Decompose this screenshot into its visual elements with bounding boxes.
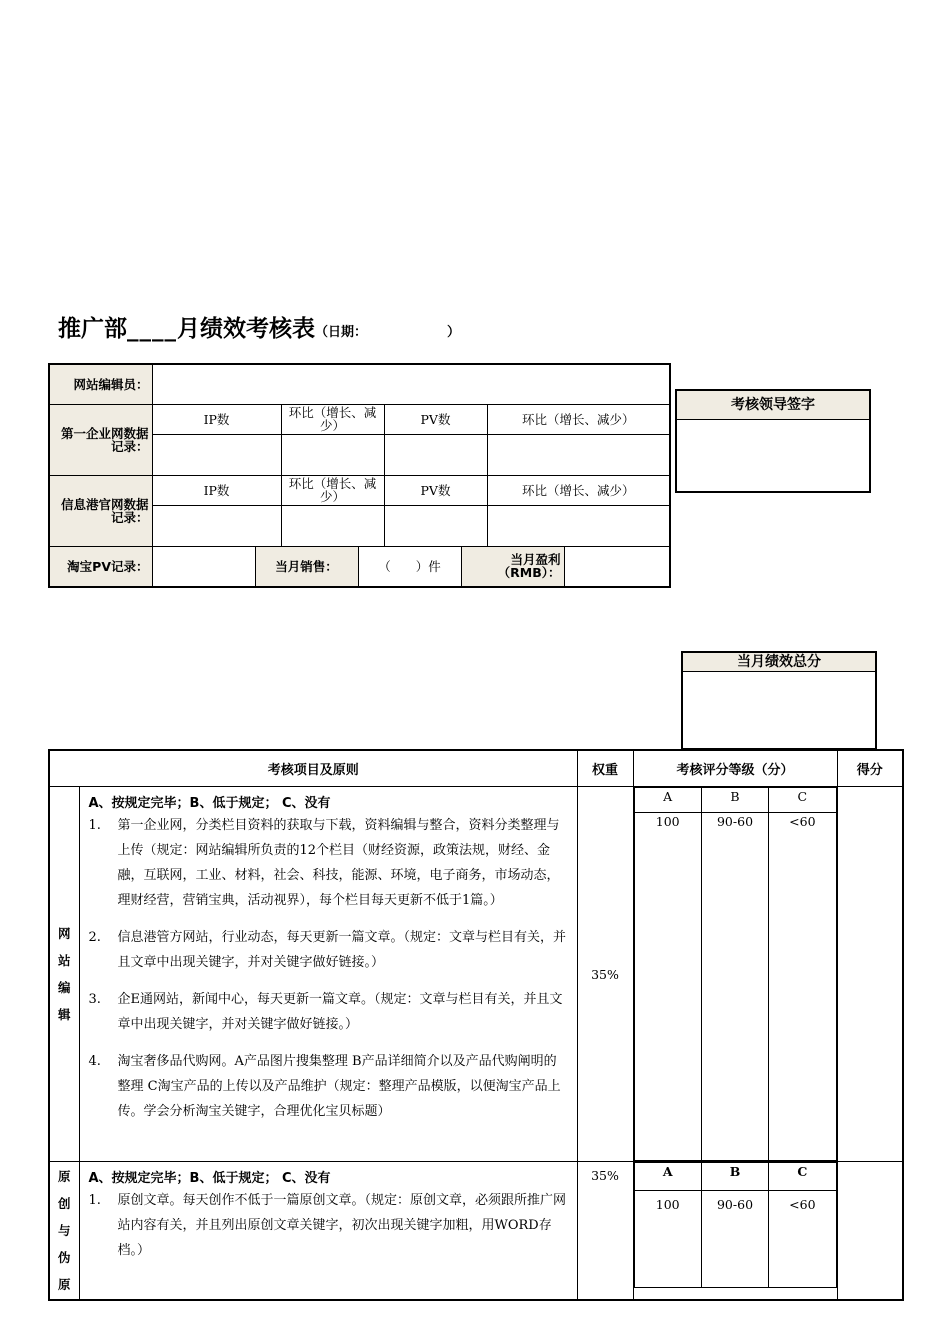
grade-table: [634, 787, 837, 1161]
list-item: [81, 813, 576, 913]
editor-input[interactable]: [152, 364, 670, 404]
item-text: 淘宝奢侈品代购网。A产品图片搜集整理 B产品详细简介以及产品代购阐明的整理 C淘宝产品的上传以及产品维护（规定：整理产品模版，以便淘宝产品上传。学会分析淘宝关键字，合理优化宝贝标题）: [117, 1054, 561, 1119]
category-char: 辑: [57, 1007, 71, 1022]
site2-pv-input[interactable]: [384, 505, 487, 546]
site2-ring-input[interactable]: [281, 505, 384, 546]
section-category: [49, 787, 79, 1162]
taobao-label: 淘宝PV记录：: [49, 546, 152, 587]
grade-value: 90-60: [701, 813, 768, 1161]
item-text: 企E通网站，新闻中心，每天更新一篇文章。（规定：文章与栏目有关，并且文章中出现关键字，并对关键字做好链接。）: [117, 992, 563, 1032]
profit-input[interactable]: [564, 546, 670, 587]
item-text: 原创文章。每天创作不低于一篇原创文章。（规定：原创文章，必须跟所推广网站内容有关，并且列出原创文章关键字，初次出现关键字加粗，用WORD存档。）: [117, 1193, 567, 1258]
title-prefix: 推广部: [58, 316, 127, 342]
item-number: 4.: [88, 1054, 101, 1069]
grade-label: C: [769, 788, 836, 813]
section-content: [79, 787, 577, 1162]
score-input[interactable]: [837, 1162, 903, 1301]
list-item: [81, 1049, 576, 1124]
score-input[interactable]: [837, 787, 903, 1162]
item-text: 第一企业网，分类栏目资料的获取与下载，资料编辑与整合，资料分类整理与上传（规定：网站编辑所负责的12个栏目（财经资源，政策法规，财经、金融，互联网，工业、材料，社会、科技，能源、环境，电子商务，市场动态，理财经营，营销宝典，活动视界），每个栏目每天更新不低于1篇。）: [117, 818, 560, 908]
grade-label: C: [769, 1163, 836, 1191]
site2-ring2-input[interactable]: [487, 505, 670, 546]
editor-label: 网站编辑员：: [49, 364, 152, 404]
grade-label: B: [701, 1163, 768, 1191]
category-char: 站: [57, 953, 71, 968]
profit-label: 当月盈利（RMB）：: [461, 546, 564, 587]
site2-ring-header: 环比（增长、减少）: [281, 475, 384, 505]
site2-ring2-header: 环比（增长、减少）: [487, 475, 670, 505]
list-item: [81, 1188, 576, 1263]
criteria-text: A、按规定完毕；B、低于规定； C、没有: [88, 796, 331, 811]
site1-pv-header: PV数: [384, 404, 487, 434]
header-items: 考核项目及原则: [49, 750, 577, 787]
site1-pv-input[interactable]: [384, 434, 487, 475]
item-number: 2.: [88, 930, 101, 945]
grade-value: <60: [769, 1191, 836, 1288]
category-char: 网: [57, 926, 71, 941]
category-char: 伪: [57, 1250, 71, 1265]
sales-input[interactable]: （ ）件: [358, 546, 461, 587]
grade-label: A: [634, 788, 701, 813]
title-month-blank[interactable]: ____: [127, 316, 177, 342]
category-char: 原: [57, 1169, 71, 1184]
section-row: [49, 787, 903, 1162]
section-row: [49, 1162, 903, 1301]
site1-ring2-input[interactable]: [487, 434, 670, 475]
site2-ip-header: IP数: [152, 475, 281, 505]
score-box-title: 当月绩效总分: [683, 653, 875, 672]
item-text: 信息港管方网站，行业动态，每天更新一篇文章。（规定：文章与栏目有关，并且文章中出现关键字，并对关键字做好链接。）: [117, 930, 567, 970]
section-content: [79, 1162, 577, 1301]
site1-label: 第一企业网数据记录：: [49, 404, 152, 475]
date-close: ）: [447, 325, 461, 340]
section-category: [49, 1162, 79, 1301]
site1-ring-header: 环比（增长、减少）: [281, 404, 384, 434]
title-main-text: 月绩效考核表: [177, 316, 315, 342]
grade-cell: [633, 1162, 837, 1301]
weight-value: 35%: [577, 787, 633, 1162]
record-table: [48, 363, 671, 588]
site1-ring2-header: 环比（增长、减少）: [487, 404, 670, 434]
header-score: 得分: [837, 750, 903, 787]
category-char: 编: [57, 980, 71, 995]
grade-table: [634, 1162, 837, 1288]
list-item: [81, 925, 576, 975]
header-grade: 考核评分等级（分）: [633, 750, 837, 787]
site1-ip-input[interactable]: [152, 434, 281, 475]
grade-value: 100: [634, 1191, 701, 1288]
grade-label: A: [634, 1163, 701, 1191]
taobao-input[interactable]: [152, 546, 255, 587]
site2-label: 信息港官网数据记录：: [49, 475, 152, 546]
site2-pv-header: PV数: [384, 475, 487, 505]
list-item: [81, 987, 576, 1037]
weight-value: 35%: [577, 1162, 633, 1301]
site1-ip-header: IP数: [152, 404, 281, 434]
grade-value: 100: [634, 813, 701, 1161]
item-number: 1.: [88, 1193, 101, 1208]
header-weight: 权重: [577, 750, 633, 787]
item-number: 1.: [88, 818, 101, 833]
site1-ring-input[interactable]: [281, 434, 384, 475]
sales-label: 当月销售：: [255, 546, 358, 587]
eval-table: [48, 749, 904, 1301]
sign-area[interactable]: [677, 420, 869, 490]
grade-value: 90-60: [701, 1191, 768, 1288]
site2-ip-input[interactable]: [152, 505, 281, 546]
category-char: 与: [57, 1223, 71, 1238]
grade-cell: [633, 787, 837, 1162]
category-char: 创: [57, 1196, 71, 1211]
score-box: [681, 651, 877, 750]
criteria-text: A、按规定完毕；B、低于规定； C、没有: [88, 1171, 331, 1186]
grade-value: <60: [769, 813, 836, 1161]
category-char: 原: [57, 1277, 71, 1292]
sign-box: [675, 389, 871, 493]
date-label: （日期：: [315, 325, 368, 340]
sign-box-title: 考核领导签字: [677, 391, 869, 420]
grade-label: B: [701, 788, 768, 813]
score-area[interactable]: [683, 672, 875, 748]
item-number: 3.: [88, 992, 101, 1007]
page-title: [58, 310, 460, 343]
